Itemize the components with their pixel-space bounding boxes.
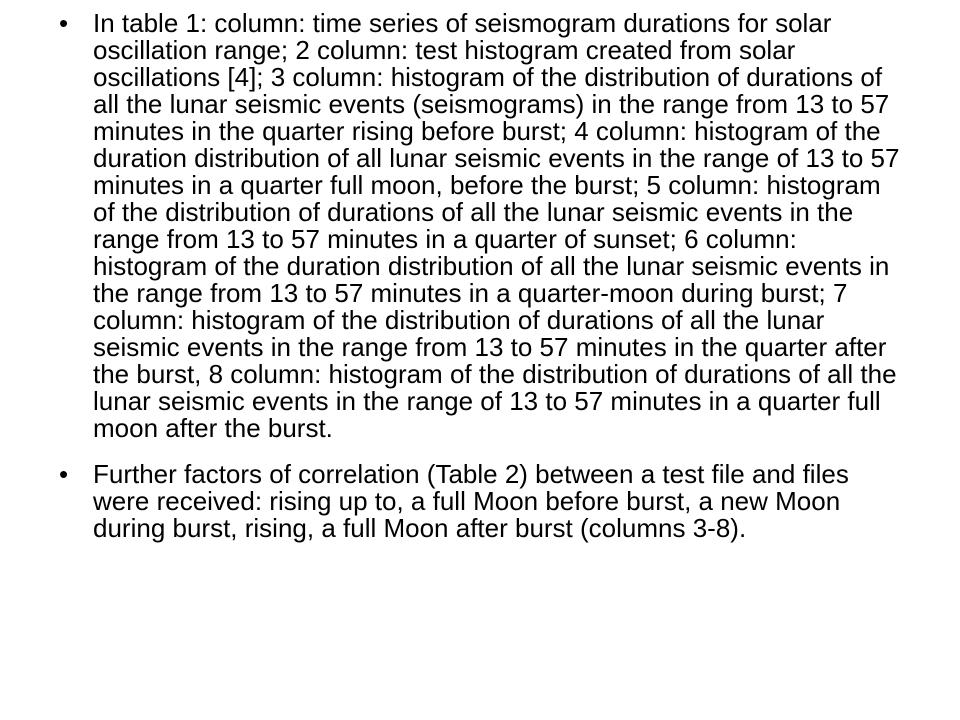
bullet-list (57, 10, 907, 542)
bullet-marker-icon: • (59, 8, 69, 38)
bullet-marker-icon: • (59, 459, 69, 489)
bullet-text: In table 1: column: time series of seismogram durations for solar oscillation range; 2 column: test histogram created from solar oscillations [4]; 3 column: histogram of the distribution of durations of all the lunar seismic events (seismograms) in the range from 13 to 57 minutes in the quarter rising before burst; 4 column: histogram of the duration distribution of all lunar seismic events in the range of 13 to 57 minutes in a quarter full moon, before the burst; 5 column: histogram of the distribution of durations of all the lunar seismic events in the range from 13 to 57 minutes in a quarter of sunset; 6 column: histogram of the duration distribution of all the lunar seismic events in the range from 13 to 57 minutes in a quarter-moon during burst; 7 column: histogram of the distribution of durations of all the lunar seismic events in the range from 13 to 57 minutes in the quarter after the burst, 8 column: histogram of the distribution of durations of all the lunar seismic events in the range of 13 to 57 minutes in a quarter full moon after the burst. (93, 8, 900, 443)
bullet-text: Further factors of correlation (Table 2) between a test file and files were received: rising up to, a full Moon before burst, a new Moon during burst, rising, a full Moon after burst (columns 3-8). (93, 459, 849, 543)
bullet-item-correlation-factors (57, 461, 907, 542)
bullet-item-table1-description (57, 10, 907, 442)
